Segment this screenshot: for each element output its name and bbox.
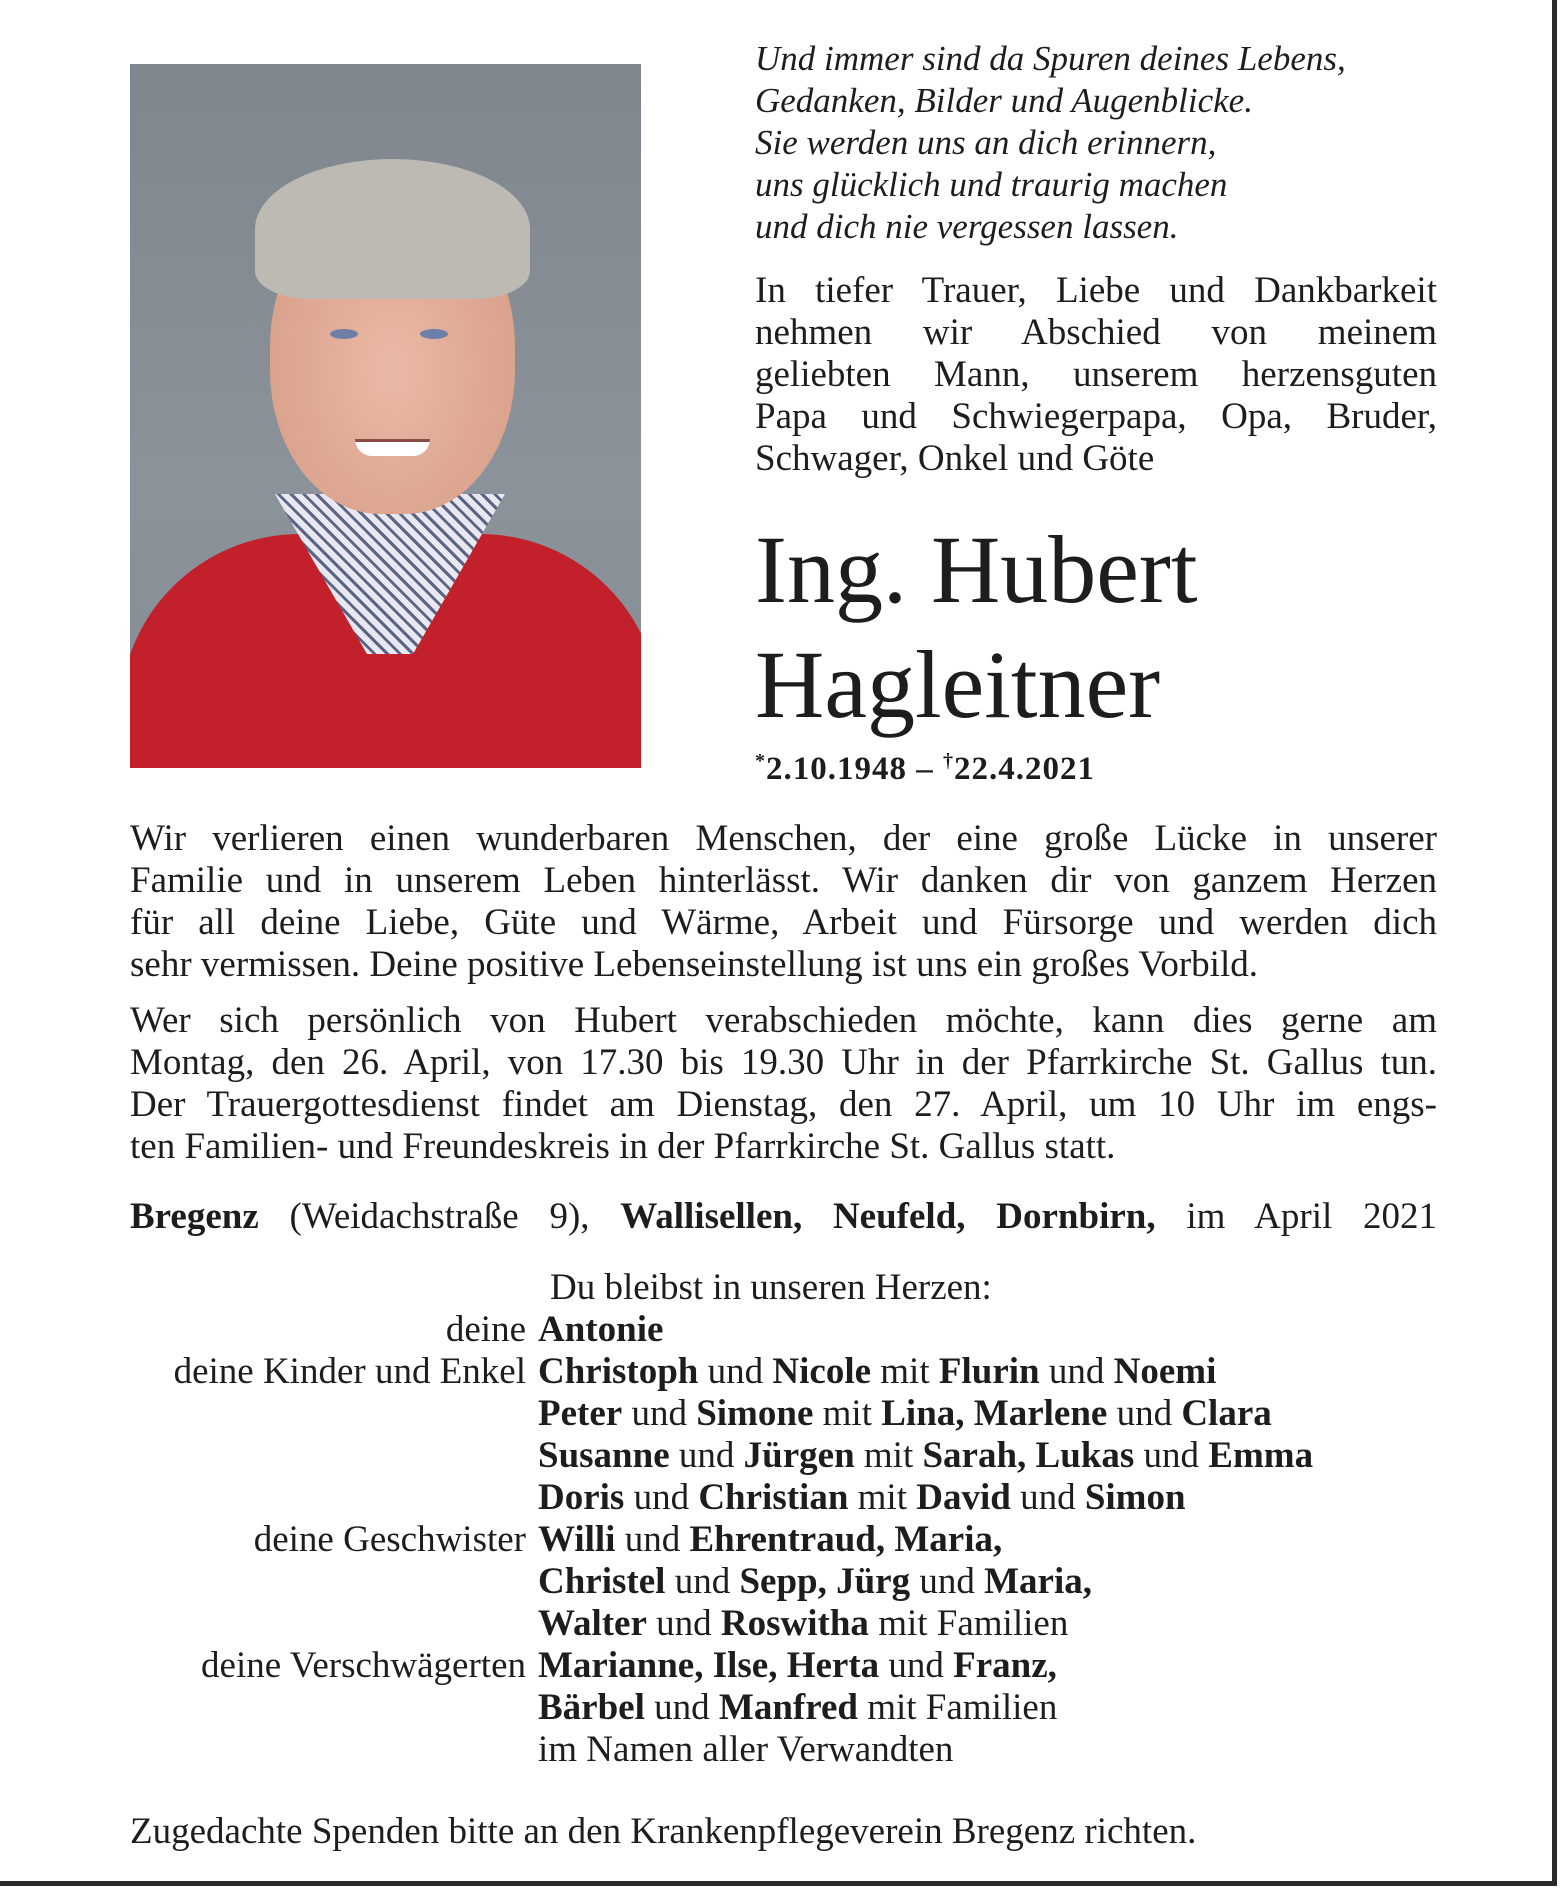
family-member-name: Nicole — [772, 1351, 872, 1392]
connector-text: im Namen aller Verwandten — [538, 1729, 954, 1770]
paragraph-line: ten Familien- und Freundeskreis in der Pfarrkirche St. Gallus statt. — [130, 1126, 1116, 1167]
family-member-name: David — [916, 1477, 1011, 1518]
family-member-name: Emma — [1208, 1435, 1314, 1476]
family-row — [0, 1687, 1567, 1729]
name-line: Ing. Hubert — [755, 516, 1198, 623]
family-names — [538, 1393, 1272, 1435]
photo-hair — [255, 159, 530, 299]
family-row — [0, 1603, 1567, 1645]
portrait-photo — [130, 64, 641, 768]
family-row — [0, 1477, 1567, 1519]
family-row — [0, 1519, 1567, 1561]
place-city: Bregenz — [130, 1196, 259, 1237]
paragraph-line: sehr vermissen. Deine positive Lebenseinstellung ist uns ein großes Vorbild. — [130, 944, 1258, 985]
relation-label — [0, 1729, 538, 1771]
family-member-name: Marianne, Ilse, Herta — [538, 1645, 880, 1686]
family-member-name: Antonie — [538, 1309, 664, 1350]
family-names — [538, 1687, 1057, 1729]
family-member-name: Noemi — [1113, 1351, 1217, 1392]
family-list — [0, 1309, 1567, 1771]
paragraph-line: Familie und in unserem Leben hinterlässt. Wir danken dir von ganzem Herzen — [130, 860, 1437, 901]
connector-text: und — [615, 1519, 690, 1560]
service-paragraph — [130, 1000, 1437, 1168]
poem-line: Und immer sind da Spuren deines Lebens, — [755, 39, 1346, 78]
intro-line: geliebten Mann, unserem herzensguten — [755, 354, 1437, 395]
poem-line: Gedanken, Bilder und Augenblicke. — [755, 81, 1253, 120]
poem-line: uns glücklich und traurig machen — [755, 165, 1228, 204]
intro-text — [755, 270, 1437, 480]
family-member-name: Jürgen — [743, 1435, 855, 1476]
place-address: (Weidachstraße 9), — [258, 1196, 621, 1237]
name-line: Hagleitner — [755, 631, 1161, 738]
relation-label — [0, 1603, 538, 1645]
family-names — [538, 1645, 1057, 1687]
relation-label — [0, 1393, 538, 1435]
family-names — [538, 1561, 1092, 1603]
family-member-name: Sepp, Jürg — [739, 1561, 911, 1602]
connector-text: mit — [813, 1393, 882, 1434]
connector-text: und — [910, 1561, 985, 1602]
family-member-name: Walter — [538, 1603, 647, 1644]
family-member-name: Doris — [538, 1477, 625, 1518]
birth-date: 2.10.1948 — [766, 751, 907, 787]
family-names — [538, 1519, 1002, 1561]
death-date: 22.4.2021 — [954, 751, 1095, 787]
intro-line: nehmen wir Abschied von meinem — [755, 312, 1437, 353]
relation-label — [0, 1687, 538, 1729]
paragraph-line: Montag, den 26. April, von 17.30 bis 19.30 Uhr in der Pfarrkirche St. Gallus tun. — [130, 1042, 1437, 1083]
intro-line: Schwager, Onkel und Göte — [755, 438, 1155, 479]
family-member-name: Franz, — [953, 1645, 1057, 1686]
family-names — [538, 1351, 1216, 1393]
paragraph-line: Der Trauergottesdienst findet am Dienstag, den 27. April, um 10 Uhr im engs- — [130, 1084, 1437, 1125]
connector-text: und — [669, 1435, 744, 1476]
family-member-name: Christian — [698, 1477, 849, 1518]
photo-mouth — [355, 439, 430, 456]
family-member-name: Flurin — [938, 1351, 1040, 1392]
family-member-name: Manfred — [718, 1687, 858, 1728]
poem-line: Sie werden uns an dich erinnern, — [755, 123, 1217, 162]
place-others: Wallisellen, Neufeld, Dornbirn, — [620, 1196, 1156, 1237]
connector-text: und — [665, 1561, 740, 1602]
connector-text: und — [1134, 1435, 1209, 1476]
poem — [755, 38, 1346, 248]
family-member-name: Lina, Marlene — [881, 1393, 1108, 1434]
family-member-name: Christoph — [538, 1351, 699, 1392]
connector-text: mit Familien — [857, 1687, 1058, 1728]
family-member-name: Roswitha — [720, 1603, 869, 1644]
family-member-name: Maria, — [984, 1561, 1092, 1602]
family-member-name: Sarah, Lukas — [922, 1435, 1135, 1476]
family-member-name: Simon — [1084, 1477, 1186, 1518]
photo-eye — [330, 329, 358, 339]
family-names — [538, 1435, 1313, 1477]
donation-note: Zugedachte Spenden bitte an den Krankenpflegeverein Bregenz richten. — [130, 1811, 1197, 1852]
family-row — [0, 1729, 1567, 1771]
connector-text: und — [879, 1645, 954, 1686]
paragraph-line: Wer sich persönlich von Hubert verabschieden möchte, kann dies gerne am — [130, 1000, 1437, 1041]
family-member-name: Peter — [538, 1393, 623, 1434]
relation-label — [0, 1477, 538, 1519]
intro-line: In tiefer Trauer, Liebe und Dankbarkeit — [755, 270, 1437, 311]
family-row — [0, 1645, 1567, 1687]
connector-text: und — [646, 1603, 721, 1644]
tribute-paragraph — [130, 818, 1437, 986]
family-row — [0, 1351, 1567, 1393]
place-date-line — [130, 1196, 1437, 1238]
family-member-name: Christel — [538, 1561, 666, 1602]
family-row — [0, 1435, 1567, 1477]
family-names — [538, 1477, 1186, 1519]
family-member-name: Ehrentraud, Maria, — [689, 1519, 1003, 1560]
family-intro: Du bleibst in unseren Herzen: — [550, 1267, 992, 1308]
connector-text: und — [624, 1477, 699, 1518]
family-names — [538, 1603, 1068, 1645]
family-row — [0, 1561, 1567, 1603]
connector-text: und — [644, 1687, 719, 1728]
family-names — [538, 1309, 663, 1351]
family-member-name: Susanne — [538, 1435, 670, 1476]
connector-text: mit — [854, 1435, 923, 1476]
life-dates — [755, 750, 1095, 788]
family-row — [0, 1309, 1567, 1351]
connector-text: und — [622, 1393, 697, 1434]
family-member-name: Bärbel — [538, 1687, 645, 1728]
family-row — [0, 1393, 1567, 1435]
connector-text: und — [1107, 1393, 1182, 1434]
poem-line: und dich nie vergessen lassen. — [755, 207, 1179, 246]
relation-label: deine — [445, 1309, 526, 1350]
family-names — [538, 1729, 953, 1771]
family-member-name: Willi — [538, 1519, 616, 1560]
relation-label: deine Verschwägerten — [201, 1645, 526, 1686]
connector-text: und — [698, 1351, 773, 1392]
connector-text: mit — [848, 1477, 917, 1518]
birth-symbol: * — [755, 750, 766, 772]
connector-text: und — [1039, 1351, 1114, 1392]
connector-text: und — [1010, 1477, 1085, 1518]
relation-label — [0, 1435, 538, 1477]
family-member-name: Simone — [696, 1393, 814, 1434]
death-symbol: † — [943, 750, 954, 772]
relation-label: deine Geschwister — [253, 1519, 526, 1560]
connector-text: mit Familien — [868, 1603, 1069, 1644]
photo-eye — [420, 329, 448, 339]
relation-label: deine Kinder und Enkel — [173, 1351, 526, 1392]
paragraph-line: für all deine Liebe, Güte und Wärme, Arbeit und Fürsorge und werden dich — [130, 902, 1437, 943]
paragraph-line: Wir verlieren einen wunderbaren Menschen, der eine große Lücke in unserer — [130, 818, 1437, 859]
place-date: im April 2021 — [1155, 1196, 1437, 1237]
intro-line: Papa und Schwiegerpapa, Opa, Bruder, — [755, 396, 1437, 437]
connector-text: mit — [871, 1351, 939, 1392]
date-dash: – — [907, 751, 943, 787]
family-member-name: Clara — [1181, 1393, 1272, 1434]
relation-label — [0, 1561, 538, 1603]
deceased-name — [755, 512, 1198, 742]
